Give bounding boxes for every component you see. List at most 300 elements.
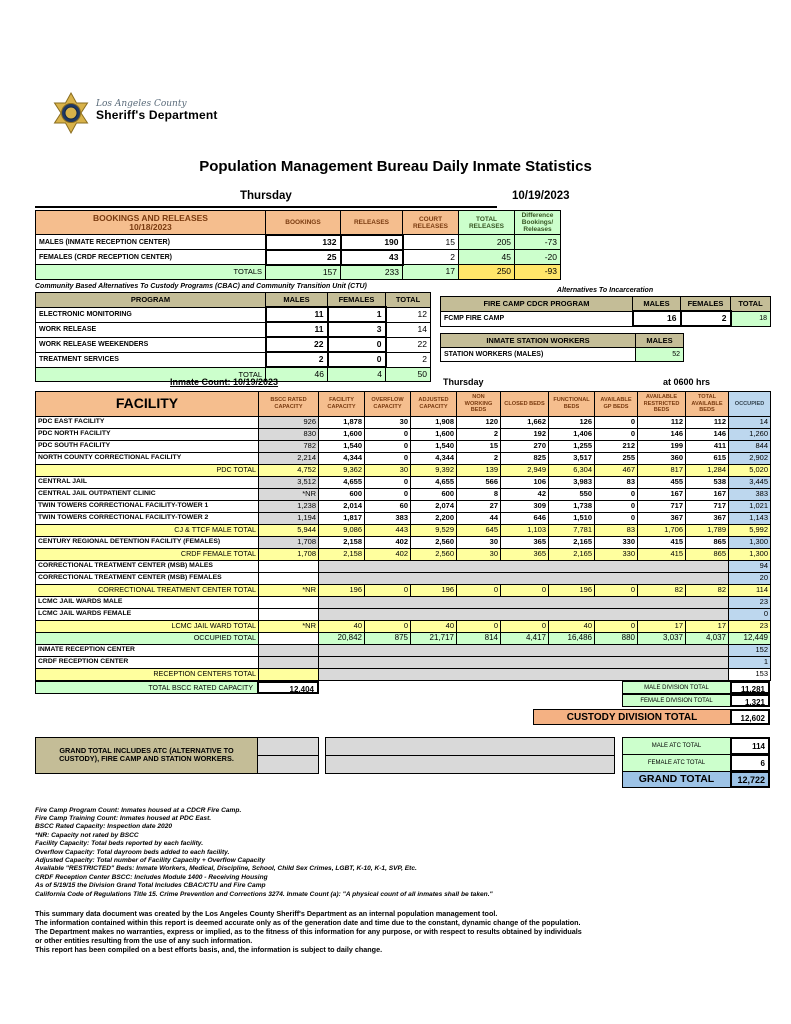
facility-cell: 1,510: [549, 512, 595, 524]
facility-cell: 566: [457, 476, 501, 488]
facility-cell: 199: [638, 440, 686, 452]
facility-cell: 3,037: [638, 632, 686, 644]
row-label: FCMP FIRE CAMP: [441, 311, 633, 326]
facility-cell: 0: [365, 452, 411, 464]
facility-cell: 0: [365, 476, 411, 488]
facility-cell: 0: [457, 620, 501, 632]
col-header-overflow-capacity: OVERFLOW CAPACITY: [365, 392, 411, 417]
facility-cell: 7,781: [549, 524, 595, 536]
cell: 12: [386, 307, 431, 322]
sheriff-star-icon: [52, 92, 90, 134]
facility-cell: [259, 608, 319, 620]
disclaimer-line: or other entities resulting from the use of any such information.: [35, 935, 253, 945]
col-header-females: FEMALES: [681, 297, 731, 312]
row-label: STATION WORKERS (MALES): [441, 348, 636, 362]
facility-cell: 2,902: [729, 452, 771, 464]
facility-cell: 8: [457, 488, 501, 500]
facility-cell: 20: [729, 572, 771, 584]
col-header-males: MALES: [266, 293, 328, 308]
male-division-total-label: MALE DIVISION TOTAL: [622, 681, 731, 694]
facility-cell: 60: [365, 500, 411, 512]
totals-label: TOTAL: [36, 367, 266, 382]
cell: 205: [459, 235, 515, 250]
facility-cell: *NR: [259, 620, 319, 632]
cbac-row: [36, 322, 431, 337]
facility-cell: 3,445: [729, 476, 771, 488]
facility-cell: 196: [411, 584, 457, 596]
facility-cell: 865: [686, 548, 729, 560]
facility-cell: 1,708: [259, 548, 319, 560]
facility-cell: 30: [457, 548, 501, 560]
facility-row-label: LCMC JAIL WARDS FEMALE: [36, 608, 259, 620]
facility-cell: 1,255: [549, 440, 595, 452]
row-label: WORK RELEASE: [36, 322, 266, 337]
facility-row-label: CENTRAL JAIL: [36, 476, 259, 488]
col-header-fire-camp: FIRE CAMP CDCR PROGRAM: [441, 297, 633, 312]
facility-cell: 1,600: [319, 428, 365, 440]
facility-cell: 9,086: [319, 524, 365, 536]
facility-cell: 2,949: [501, 464, 549, 476]
total-bscc-label: TOTAL BSCC RATED CAPACITY: [35, 681, 258, 694]
facility-cell: 0: [457, 584, 501, 596]
facility-cell: 0: [595, 620, 638, 632]
facility-cell: 2: [457, 452, 501, 464]
facility-cell: 1,143: [729, 512, 771, 524]
facility-cell: 4,344: [319, 452, 365, 464]
facility-cell: 2,214: [259, 452, 319, 464]
facility-row-label: CORRECTIONAL TREATMENT CENTER (MSB) MALES: [36, 560, 259, 572]
cell: 4: [328, 367, 386, 382]
facility-cell: 330: [595, 536, 638, 548]
facility-cell: 550: [549, 488, 595, 500]
cell: 25: [266, 250, 341, 265]
station-workers-header-row: [441, 334, 684, 348]
facility-cell: 5,020: [729, 464, 771, 476]
facility-cell: 600: [411, 488, 457, 500]
col-header-total: TOTAL: [731, 297, 771, 312]
facility-cell: 717: [638, 500, 686, 512]
male-division-total-value: 11,281: [730, 681, 770, 694]
facility-cell: 443: [365, 524, 411, 536]
custody-division-total-label: CUSTODY DIVISION TOTAL: [533, 709, 731, 725]
facility-cell: 1,708: [259, 536, 319, 548]
facility-row-label: LCMC JAIL WARD TOTAL: [36, 620, 259, 632]
facility-header-row: [36, 392, 771, 417]
facility-table-row: [36, 488, 771, 500]
facility-cell: 2,014: [319, 500, 365, 512]
facility-cell: 538: [686, 476, 729, 488]
grand-total-label: GRAND TOTAL: [622, 771, 731, 788]
facility-row-label: CENTRAL JAIL OUTPATIENT CLINIC: [36, 488, 259, 500]
facility-table-row: [36, 656, 771, 668]
facility-cell: 2: [457, 428, 501, 440]
facility-row-label: TWIN TOWERS CORRECTIONAL FACILITY-TOWER 1: [36, 500, 259, 512]
facility-cell: 83: [595, 524, 638, 536]
facility-cell: 4,344: [411, 452, 457, 464]
cell: 18: [731, 311, 771, 326]
facility-table-row: [36, 476, 771, 488]
facility-cell: 112: [686, 416, 729, 428]
facility-cell: 4,037: [686, 632, 729, 644]
facility-cell: 42: [501, 488, 549, 500]
cell: 157: [266, 265, 341, 280]
facility-cell: 2,165: [549, 536, 595, 548]
facility-cell: 1,300: [729, 548, 771, 560]
facility-cell: 94: [729, 560, 771, 572]
bookings-row-males: [36, 235, 561, 250]
facility-table-row: [36, 512, 771, 524]
facility-row-label: OCCUPIED TOTAL: [36, 632, 259, 644]
facility-cell: 383: [365, 512, 411, 524]
facility-row-label: CORRECTIONAL TREATMENT CENTER TOTAL: [36, 584, 259, 596]
facility-table-row: [36, 584, 771, 596]
facility-cell: [259, 632, 319, 644]
facility-cell: 402: [365, 536, 411, 548]
bookings-releases-table: [35, 210, 561, 280]
col-header-facility-capacity: FACILITY CAPACITY: [319, 392, 365, 417]
facility-cell: 0: [595, 512, 638, 524]
facility-cell: 4,417: [501, 632, 549, 644]
station-workers-table: [440, 333, 684, 362]
facility-table-row: [36, 536, 771, 548]
facility-cell: 1,406: [549, 428, 595, 440]
row-label: ELECTRONIC MONITORING: [36, 307, 266, 322]
cell: 11: [266, 307, 328, 322]
facility-cell: 21,717: [411, 632, 457, 644]
footnote-line: Facility Capacity: Total beds reported by each facility.: [35, 840, 204, 848]
facility-cell: 40: [411, 620, 457, 632]
col-header-available-gp-beds: AVAILABLE GP BEDS: [595, 392, 638, 417]
facility-cell: [259, 656, 319, 668]
cell: 14: [386, 322, 431, 337]
facility-cell: 167: [686, 488, 729, 500]
facility-cell: 146: [638, 428, 686, 440]
day-label: Thursday: [240, 190, 292, 202]
cell: -20: [515, 250, 561, 265]
facility-cell: 0: [595, 584, 638, 596]
facility-cell: 360: [638, 452, 686, 464]
facility-cell: 6,304: [549, 464, 595, 476]
facility-table-row: [36, 608, 771, 620]
facility-cell: 1,540: [411, 440, 457, 452]
cell: 52: [636, 348, 684, 362]
col-header-functional-beds: FUNCTIONAL BEDS: [549, 392, 595, 417]
col-header-total: TOTAL: [386, 293, 431, 308]
facility-cell: 0: [365, 440, 411, 452]
facility-cell: 1,706: [638, 524, 686, 536]
facility-cell: [319, 644, 729, 656]
male-atc-total-label: MALE ATC TOTAL: [622, 737, 731, 755]
facility-cell: 30: [457, 536, 501, 548]
facility-table-row: [36, 440, 771, 452]
female-division-total-label: FEMALE DIVISION TOTAL: [622, 694, 731, 707]
facility-cell: 615: [686, 452, 729, 464]
cbac-title: Community Based Alternatives To Custody Programs (CBAC) and Community Transition Unit (CTU): [35, 283, 367, 290]
col-header-males: MALES: [636, 334, 684, 348]
facility-cell: 1,260: [729, 428, 771, 440]
facility-section: [35, 377, 770, 954]
facility-row-label: LCMC JAIL WARDS MALE: [36, 596, 259, 608]
facility-cell: 814: [457, 632, 501, 644]
facility-cell: 0: [365, 488, 411, 500]
facility-table-row: [36, 548, 771, 560]
facility-table-row: [36, 632, 771, 644]
facility-cell: 383: [729, 488, 771, 500]
col-header-bscc-rated-capacity: BSCC RATED CAPACITY: [259, 392, 319, 417]
facility-cell: 415: [638, 548, 686, 560]
facility-cell: 1,878: [319, 416, 365, 428]
col-header-court-releases: COURT RELEASES: [403, 211, 459, 235]
facility-cell: 1,540: [319, 440, 365, 452]
facility-table-body: [36, 416, 771, 680]
male-atc-total-value: 114: [730, 737, 770, 755]
facility-cell: 12,449: [729, 632, 771, 644]
facility-cell: 23: [729, 596, 771, 608]
facility-table: [35, 391, 771, 681]
facility-cell: 23: [729, 620, 771, 632]
disclaimer-line: The information contained within this report is deemed accurate only as of the generation date and time due to the constant, dynamic change of the population.: [35, 917, 581, 927]
facility-cell: 0: [595, 416, 638, 428]
custody-division-total-value: 12,602: [730, 709, 770, 725]
facility-cell: [259, 644, 319, 656]
facility-cell: 196: [319, 584, 365, 596]
cell: 0: [328, 337, 386, 352]
facility-cell: 17: [686, 620, 729, 632]
inmate-count-day: Thursday: [443, 377, 484, 387]
facility-cell: 467: [595, 464, 638, 476]
facility-cell: 30: [365, 416, 411, 428]
facility-row-label: CENTURY REGIONAL DETENTION FACILITY (FEMALES): [36, 536, 259, 548]
footnote-line: Fire Camp Training Count: Inmates housed at PDC East.: [35, 814, 212, 822]
station-workers-row: [441, 348, 684, 362]
facility-cell: 600: [319, 488, 365, 500]
facility-cell: 0: [729, 608, 771, 620]
facility-cell: *NR: [259, 488, 319, 500]
disclaimer: [35, 909, 770, 954]
facility-cell: 120: [457, 416, 501, 428]
col-header-adjusted-capacity: ADJUSTED CAPACITY: [411, 392, 457, 417]
facility-cell: 2,074: [411, 500, 457, 512]
facility-cell: 106: [501, 476, 549, 488]
cell: 3: [328, 322, 386, 337]
cbac-row: [36, 337, 431, 352]
facility-cell: 830: [259, 428, 319, 440]
col-header-releases: RELEASES: [341, 211, 403, 235]
facility-cell: [319, 608, 729, 620]
facility-table-row: [36, 452, 771, 464]
facility-cell: 4,655: [411, 476, 457, 488]
facility-table-row: [36, 524, 771, 536]
facility-cell: 2,200: [411, 512, 457, 524]
sheriff-logo: [52, 92, 218, 134]
footnote-line: BSCC Rated Capacity: Inspection date 2020: [35, 823, 173, 831]
cell: 46: [266, 367, 328, 382]
facility-row-label: INMATE RECEPTION CENTER: [36, 644, 259, 656]
facility-cell: 2,158: [319, 548, 365, 560]
facility-cell: 9,362: [319, 464, 365, 476]
facility-cell: 20,842: [319, 632, 365, 644]
facility-cell: 15: [457, 440, 501, 452]
col-header-difference: Difference Bookings/ Releases: [515, 211, 561, 235]
facility-cell: 0: [365, 584, 411, 596]
col-header-total-available-beds: TOTAL AVAILABLE BEDS: [686, 392, 729, 417]
facility-cell: 40: [549, 620, 595, 632]
summary-row-female-division: [35, 694, 770, 707]
facility-cell: 0: [595, 500, 638, 512]
facility-row-label: PDC EAST FACILITY: [36, 416, 259, 428]
fire-camp-header-row: [441, 297, 771, 312]
cell: 2: [266, 352, 328, 367]
cell: 1: [328, 307, 386, 322]
col-header-station-workers: INMATE STATION WORKERS: [441, 334, 636, 348]
facility-cell: [259, 572, 319, 584]
col-header-program: PROGRAM: [36, 293, 266, 308]
facility-cell: 255: [595, 452, 638, 464]
facility-cell: [319, 656, 729, 668]
inmate-count-line: [35, 377, 770, 391]
fire-camp-table: [440, 296, 771, 327]
facility-row-label: CRDF RECEPTION CENTER: [36, 656, 259, 668]
agency-name-label: Sheriff's Department: [96, 108, 218, 122]
cell: 15: [403, 235, 459, 250]
alternatives-title: Alternatives To Incarceration: [556, 287, 654, 294]
inmate-count-time: at 0600 hrs: [663, 377, 711, 387]
facility-cell: 365: [501, 536, 549, 548]
facility-cell: 817: [638, 464, 686, 476]
row-label: MALES (INMATE RECEPTION CENTER): [36, 235, 266, 250]
facility-cell: 139: [457, 464, 501, 476]
cell: 2: [681, 311, 731, 326]
col-header-closed-beds: CLOSED BEDS: [501, 392, 549, 417]
facility-cell: 4,752: [259, 464, 319, 476]
row-label: FEMALES (CRDF RECEPTION CENTER): [36, 250, 266, 265]
cell: 132: [266, 235, 341, 250]
facility-cell: [319, 596, 729, 608]
totals-label: TOTALS: [36, 265, 266, 280]
cell: 190: [341, 235, 403, 250]
bookings-totals-row: [36, 265, 561, 280]
facility-cell: 1,662: [501, 416, 549, 428]
total-bscc-value: 12,404: [257, 681, 319, 694]
cell: 22: [266, 337, 328, 352]
facility-row-label: RECEPTION CENTERS TOTAL: [36, 668, 259, 680]
agency-county-label: Los Angeles County: [96, 99, 187, 109]
page-title: Population Management Bureau Daily Inmate Statistics: [199, 158, 592, 175]
facility-row-label: PDC NORTH FACILITY: [36, 428, 259, 440]
cell: 11: [266, 322, 328, 337]
facility-cell: 865: [686, 536, 729, 548]
facility-cell: 455: [638, 476, 686, 488]
col-header-females: FEMALES: [328, 293, 386, 308]
facility-cell: 270: [501, 440, 549, 452]
footnote-line: Fire Camp Program Count: Inmates housed at a CDCR Fire Camp.: [35, 806, 242, 814]
facility-cell: [319, 560, 729, 572]
footnote-line: As of 5/19/15 the Division Grand Total Includes CBAC/CTU and Fire Camp: [35, 882, 266, 890]
facility-cell: 875: [365, 632, 411, 644]
facility-table-row: [36, 644, 771, 656]
facility-table-row: [36, 572, 771, 584]
cbac-header-row: [36, 293, 431, 308]
spacer-cell: [257, 737, 319, 756]
facility-cell: 114: [729, 584, 771, 596]
facility-cell: 5,944: [259, 524, 319, 536]
facility-row-label: NORTH COUNTY CORRECTIONAL FACILITY: [36, 452, 259, 464]
facility-table-row: [36, 596, 771, 608]
cell: 17: [403, 265, 459, 280]
facility-cell: 1,021: [729, 500, 771, 512]
col-header-total-releases: TOTAL RELEASES: [459, 211, 515, 235]
summary-row-bscc: [35, 681, 770, 694]
facility-cell: 1,908: [411, 416, 457, 428]
facility-table-row: [36, 464, 771, 476]
inmate-count-label: Inmate Count: 10/19/2023: [170, 377, 279, 387]
facility-table-row: [36, 560, 771, 572]
facility-cell: 152: [729, 644, 771, 656]
cbac-row: [36, 307, 431, 322]
date-label: 10/19/2023: [512, 190, 570, 202]
facility-cell: 17: [638, 620, 686, 632]
facility-cell: 825: [501, 452, 549, 464]
facility-cell: 844: [729, 440, 771, 452]
disclaimer-line: This report has been compiled on a best efforts basis, and, the information is subject to daily change.: [35, 944, 383, 954]
facility-cell: 82: [686, 584, 729, 596]
footnote-line: California Code of Regulations Title 15. Crime Prevention and Corrections 3274. Inmate Count (a): "A physical count of all inmates shall be taken.": [35, 890, 493, 898]
facility-cell: 2,560: [411, 536, 457, 548]
facility-cell: 3,517: [549, 452, 595, 464]
facility-cell: 880: [595, 632, 638, 644]
facility-cell: 9,392: [411, 464, 457, 476]
row-label: TREATMENT SERVICES: [36, 352, 266, 367]
facility-cell: 16,486: [549, 632, 595, 644]
facility-cell: 415: [638, 536, 686, 548]
grand-total-value: 12,722: [730, 771, 770, 788]
facility-cell: 5,992: [729, 524, 771, 536]
female-division-total-value: 1,321: [730, 694, 770, 707]
cell: 0: [328, 352, 386, 367]
facility-cell: *NR: [259, 584, 319, 596]
facility-cell: 1,738: [549, 500, 595, 512]
facility-cell: 402: [365, 548, 411, 560]
facility-table-row: [36, 620, 771, 632]
facility-cell: 212: [595, 440, 638, 452]
facility-cell: 330: [595, 548, 638, 560]
cell: 2: [386, 352, 431, 367]
facility-cell: 196: [549, 584, 595, 596]
facility-cell: 3,512: [259, 476, 319, 488]
facility-cell: 2,560: [411, 548, 457, 560]
facility-cell: 0: [501, 620, 549, 632]
spacer-cell: [257, 755, 319, 774]
fire-camp-row: [441, 311, 771, 326]
col-header-available-restricted-beds: AVAILABLE RESTRICTED BEDS: [638, 392, 686, 417]
facility-cell: 4,655: [319, 476, 365, 488]
facility-row-label: PDC SOUTH FACILITY: [36, 440, 259, 452]
facility-cell: 82: [638, 584, 686, 596]
facility-cell: 1,194: [259, 512, 319, 524]
facility-cell: 30: [365, 464, 411, 476]
cell: -93: [515, 265, 561, 280]
bookings-title: BOOKINGS AND RELEASES: [93, 212, 208, 223]
facility-cell: 0: [501, 584, 549, 596]
facility-cell: 9,529: [411, 524, 457, 536]
col-header-facility: FACILITY: [36, 392, 259, 417]
col-header-occupied: OCCUPIED: [729, 392, 771, 417]
facility-cell: 717: [686, 500, 729, 512]
facility-row-label: CRDF FEMALE TOTAL: [36, 548, 259, 560]
facility-table-row: [36, 428, 771, 440]
footnote-line: *NR: Capacity not rated by BSCC: [35, 831, 139, 839]
facility-cell: 1,238: [259, 500, 319, 512]
